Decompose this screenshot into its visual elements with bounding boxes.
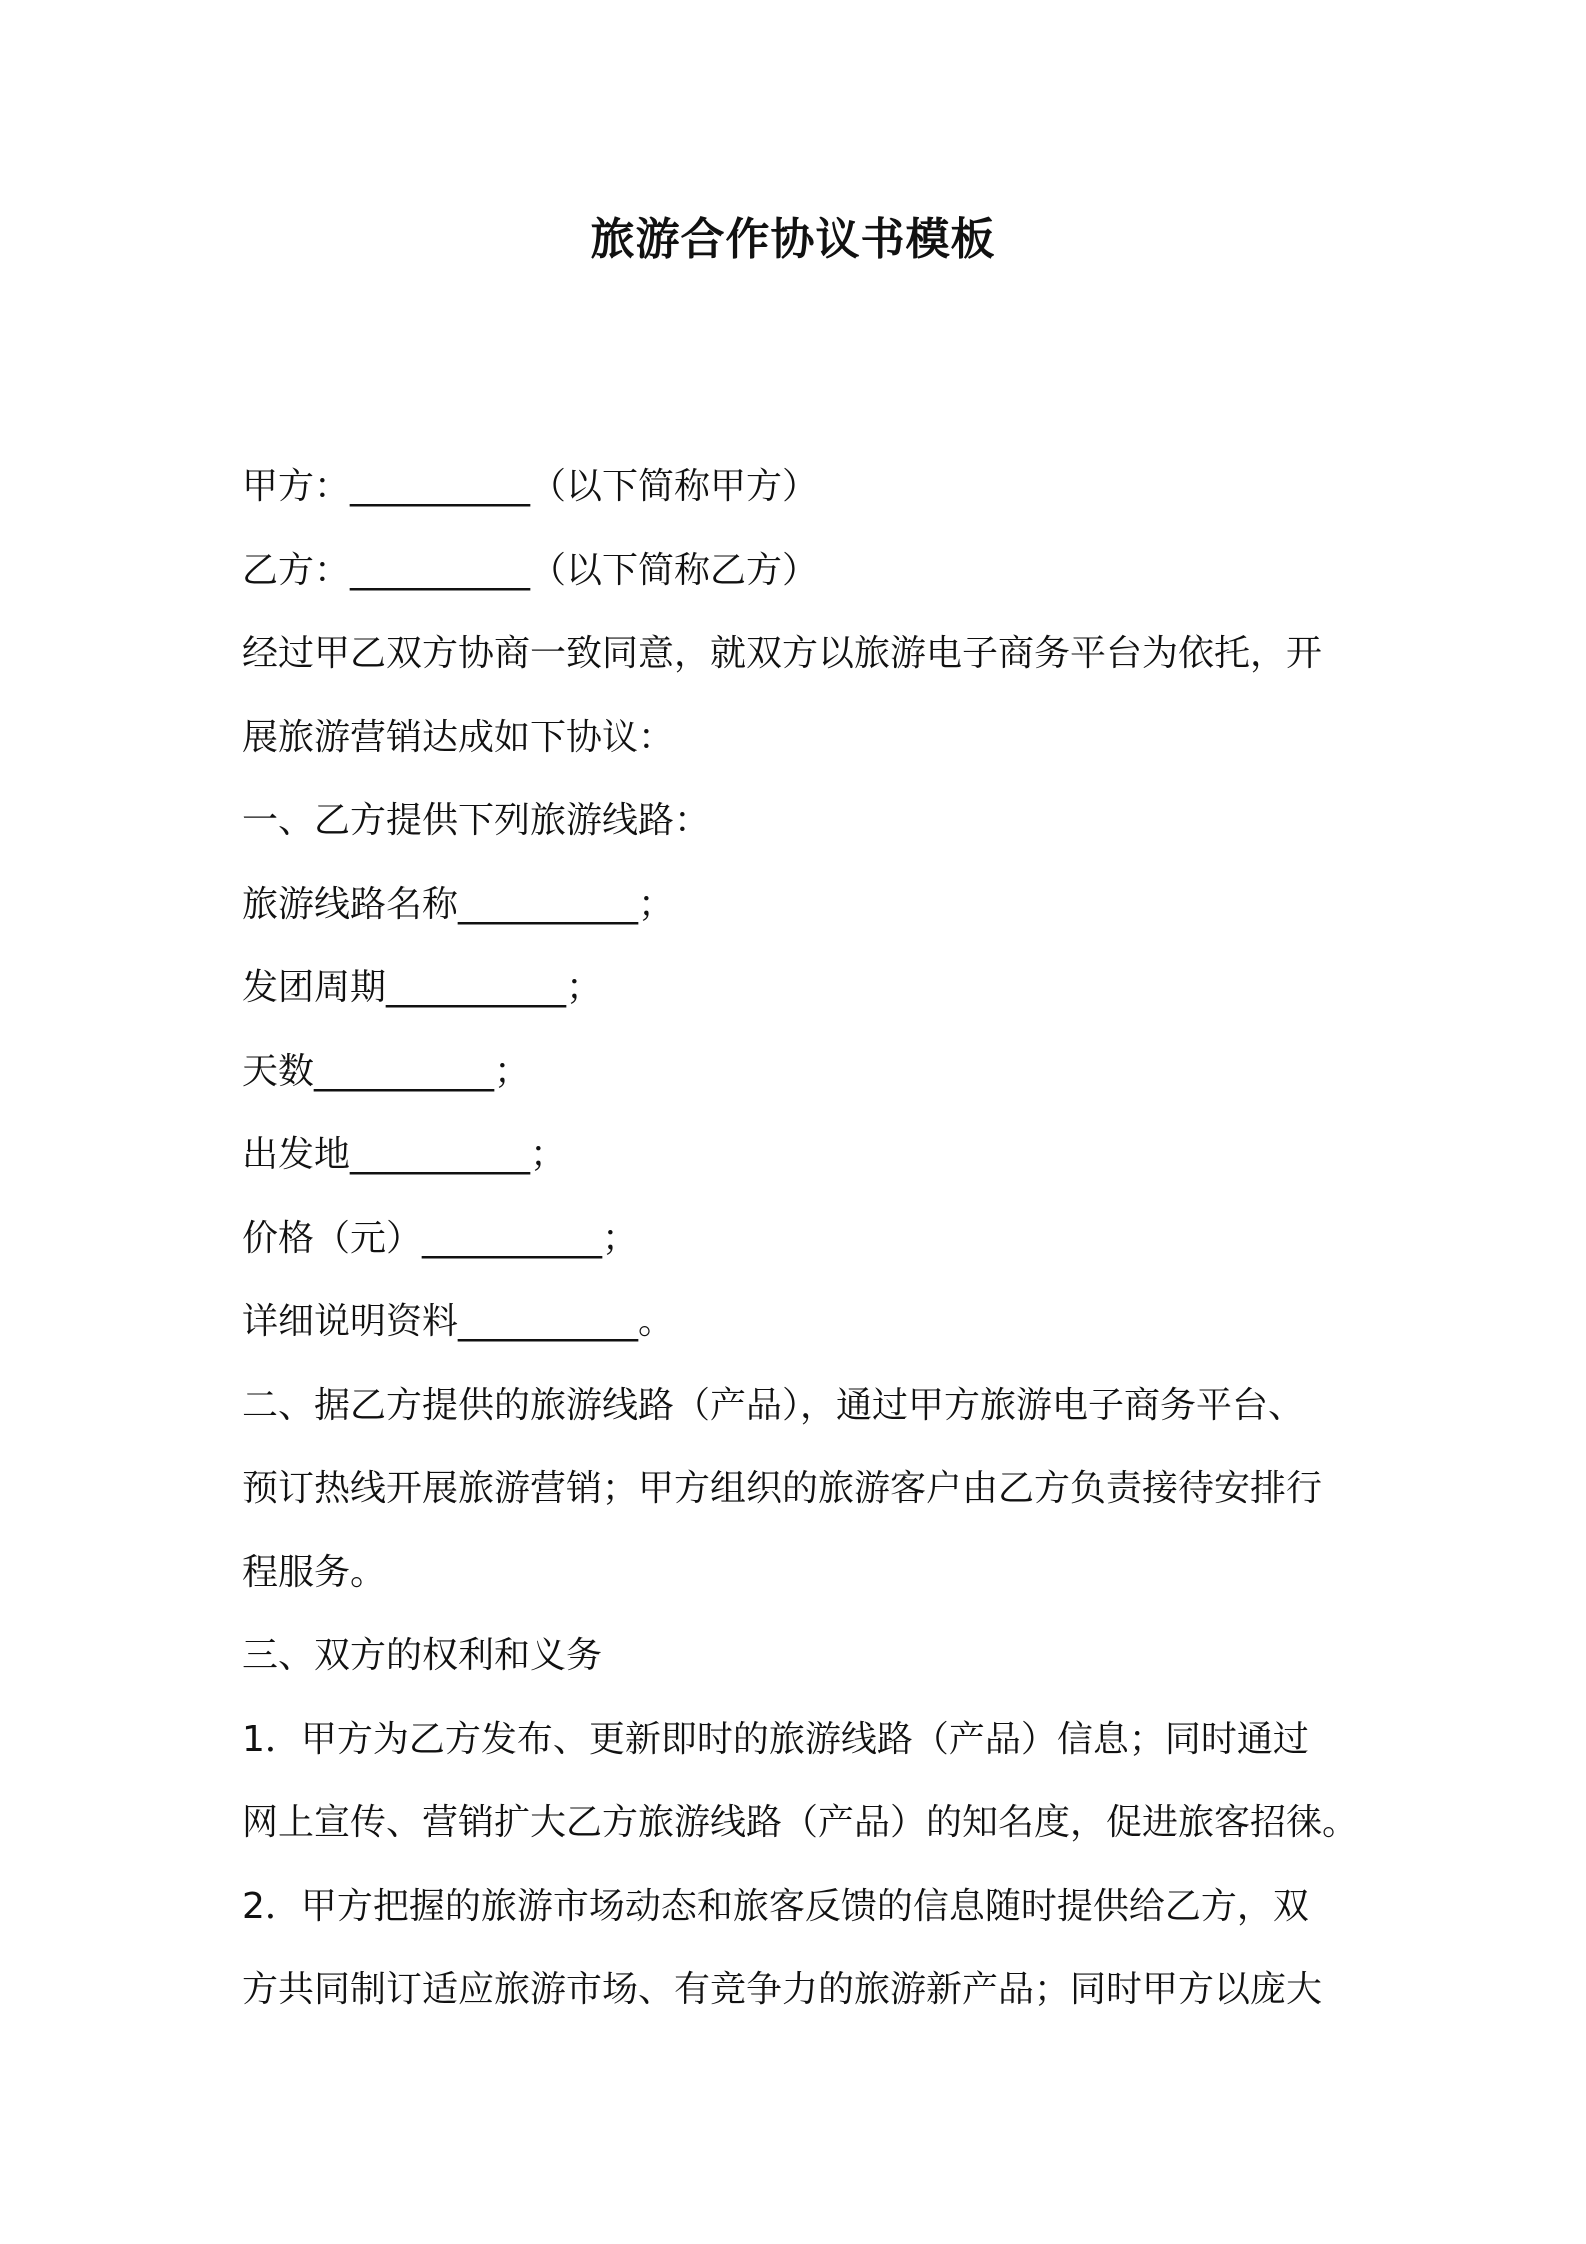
section-three-heading: 三、双方的权利和义务 bbox=[242, 1635, 603, 1676]
party-a-line: 甲方：__________（以下简称甲方） bbox=[242, 466, 819, 507]
clause-2-line-2: 方共同制订适应旅游市场、有竞争力的旅游新产品；同时甲方以庞大 bbox=[242, 1969, 1323, 2010]
days-field: 天数__________； bbox=[242, 1050, 531, 1092]
section-two-line-1: 二、据乙方提供的旅游线路（产品），通过甲方旅游电子商务平台、 bbox=[242, 1384, 1305, 1426]
section-two-line-3: 程服务。 bbox=[242, 1551, 387, 1593]
price-field: 价格（元）__________； bbox=[242, 1217, 639, 1259]
intro-paragraph-line-1: 经过甲乙双方协商一致同意，就双方以旅游电子商务平台为依托，开 bbox=[242, 633, 1323, 674]
departure-cycle-field: 发团周期__________； bbox=[242, 967, 603, 1008]
intro-paragraph-line-2: 展旅游营销达成如下协议： bbox=[242, 716, 675, 758]
document-title: 旅游合作协议书模板 bbox=[590, 214, 996, 265]
clause-2-line-1: 2．甲方把握的旅游市场动态和旅客反馈的信息随时提供给乙方，双 bbox=[242, 1885, 1309, 1927]
section-two-line-2: 预订热线开展旅游营销；甲方组织的旅游客户由乙方负责接待安排行 bbox=[242, 1468, 1323, 1509]
document-body bbox=[242, 445, 1362, 2032]
route-name-field: 旅游线路名称__________； bbox=[242, 883, 675, 925]
clause-1-line-1: 1．甲方为乙方发布、更新即时的旅游线路（产品）信息；同时通过 bbox=[242, 1718, 1309, 1760]
section-one-heading: 一、乙方提供下列旅游线路： bbox=[242, 800, 711, 841]
details-field: 详细说明资料__________。 bbox=[242, 1301, 675, 1342]
clause-1-line-2: 网上宣传、营销扩大乙方旅游线路（产品）的知名度，促进旅客招徕。 bbox=[242, 1802, 1359, 1843]
departure-place-field: 出发地__________； bbox=[242, 1134, 567, 1175]
party-b-line: 乙方：__________（以下简称乙方） bbox=[242, 549, 819, 591]
